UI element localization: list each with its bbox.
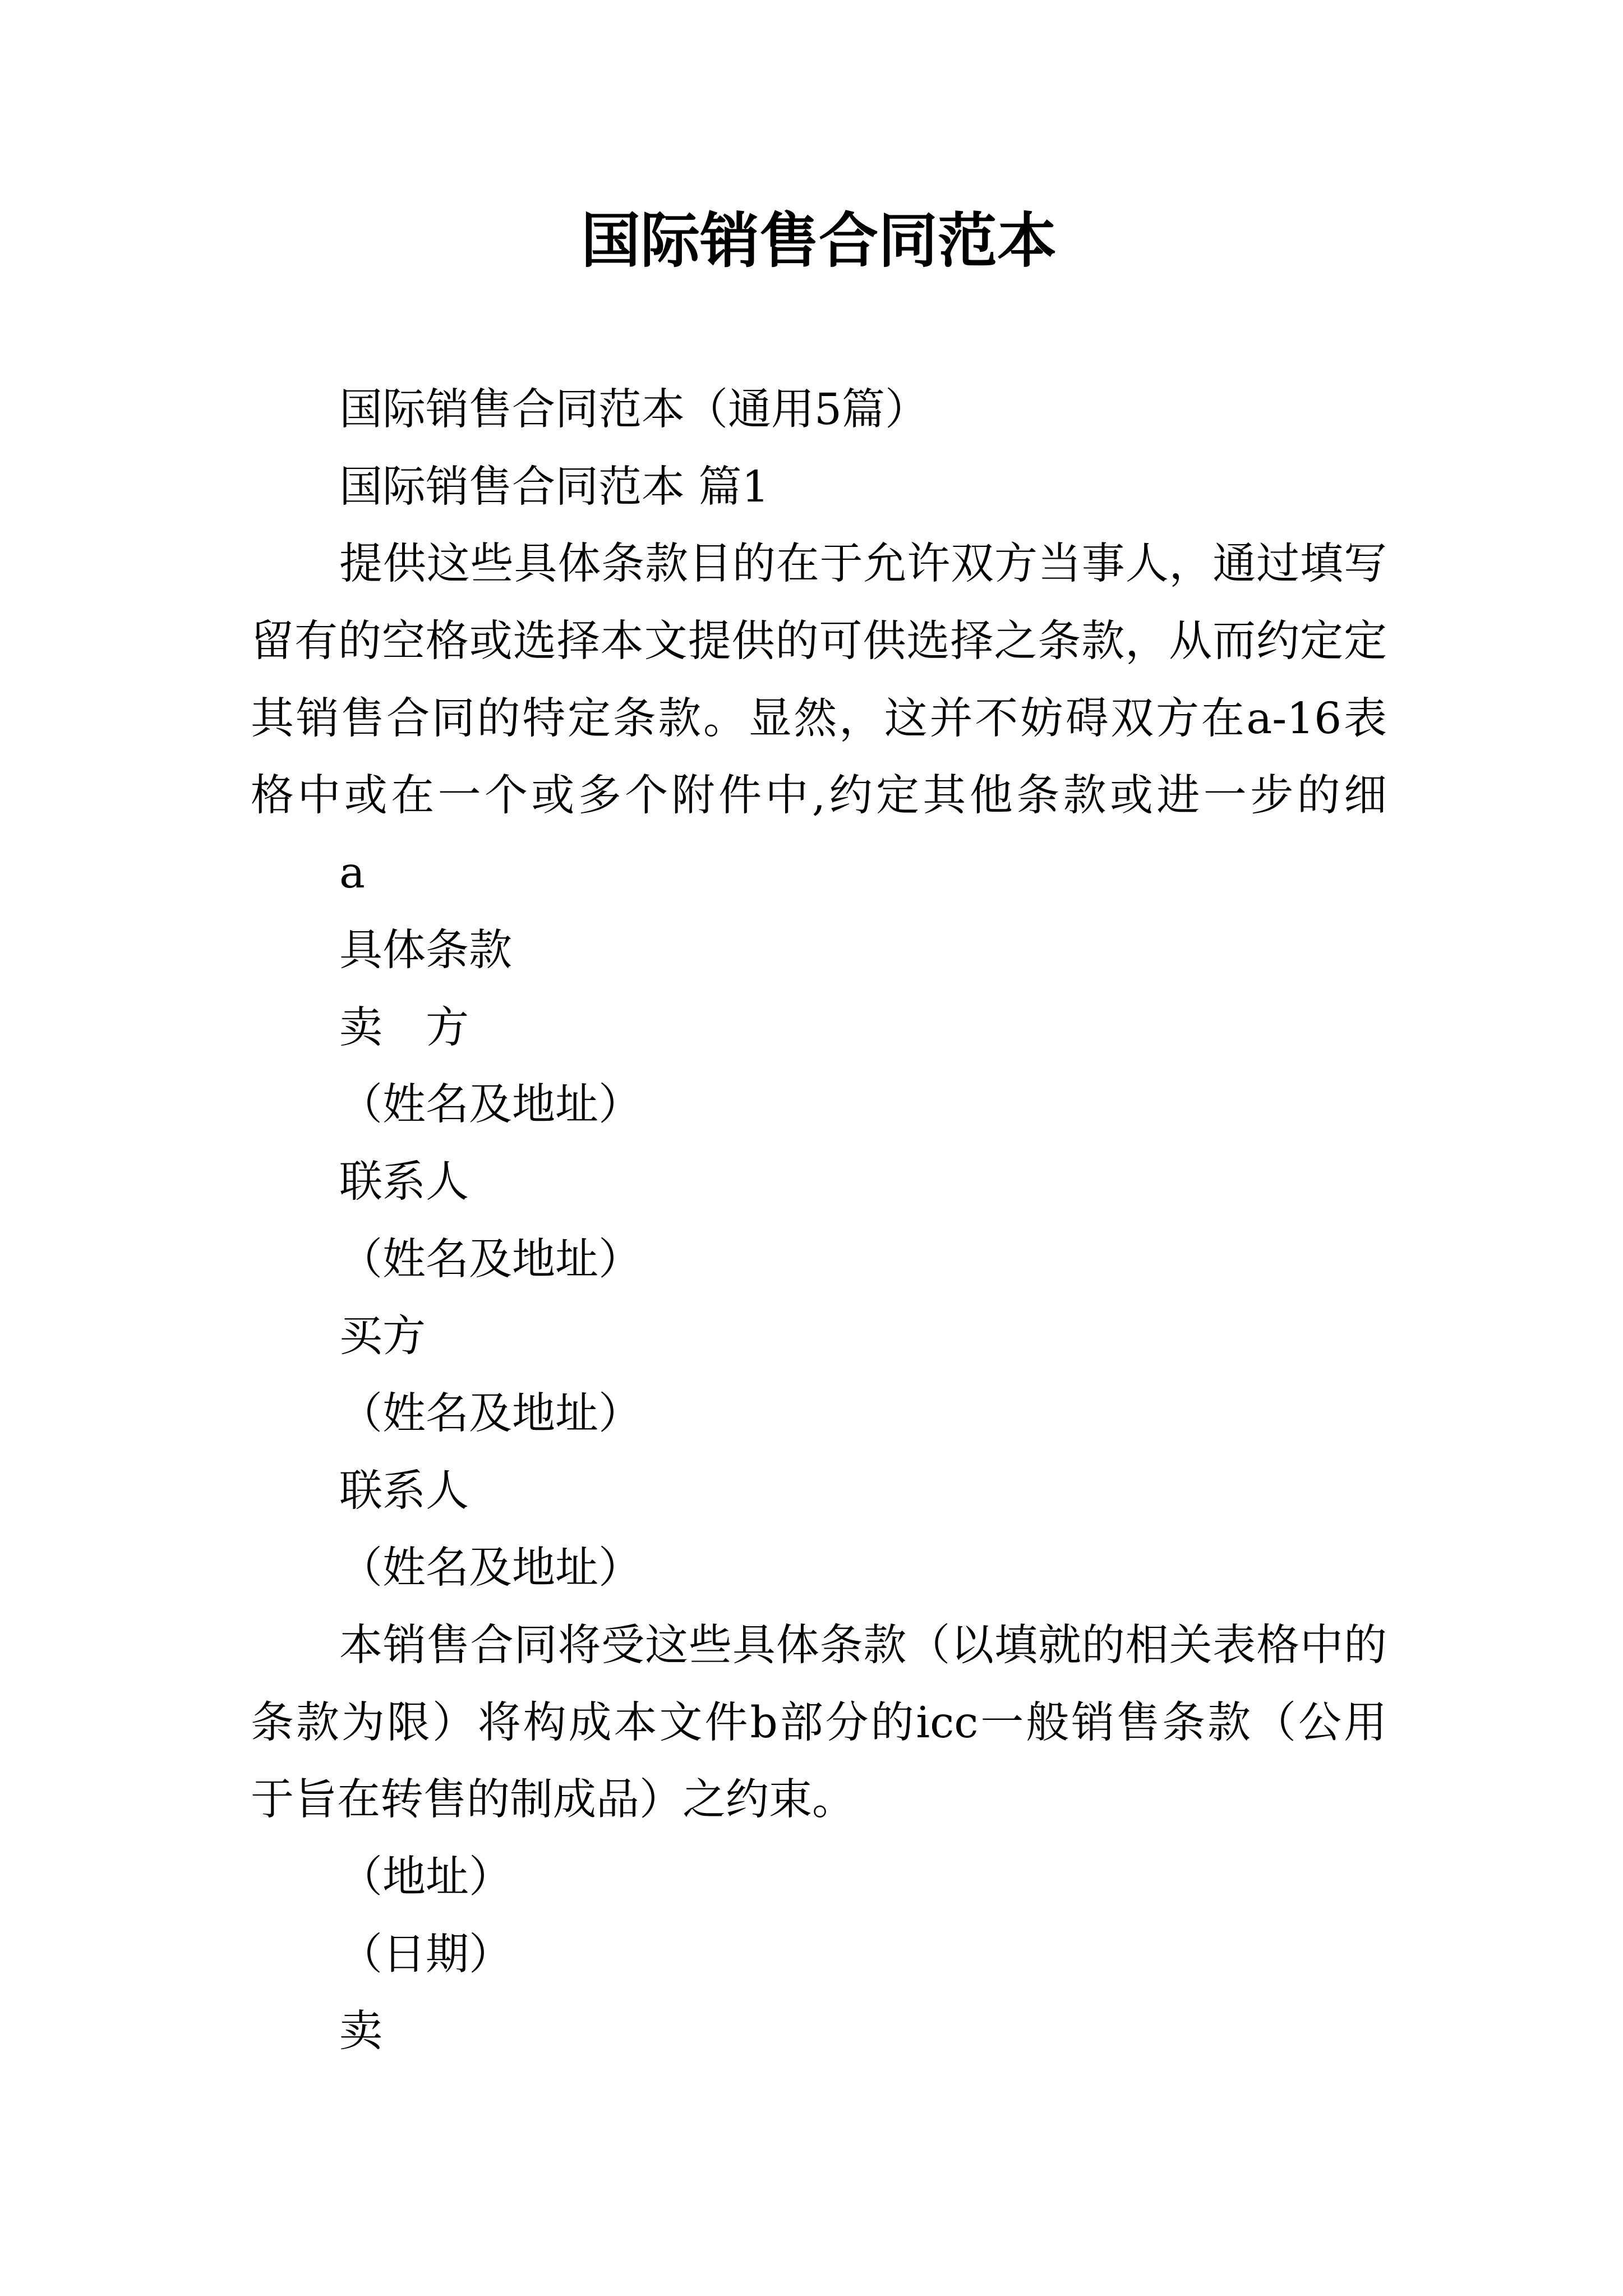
part-title: 具体条款	[339, 925, 512, 976]
intro-paragraph-line: 留有的空格或选择本文提供的可供选择之条款，从而约定定	[251, 616, 1387, 667]
seller-label: 卖 方	[339, 1002, 469, 1053]
date-hint: （日期）	[339, 1929, 512, 1980]
intro-paragraph-line: 提供这些具体条款目的在于允许双方当事人，通过填写	[339, 539, 1387, 590]
section-heading: 国际销售合同范本 篇1	[339, 462, 769, 512]
seller-signature-label: 卖	[339, 2007, 382, 2057]
seller-name-address-hint: （姓名及地址）	[339, 1080, 642, 1130]
intro-paragraph-line: 其销售合同的特定条款。显然，这并不妨碍双方在a-16表	[251, 693, 1387, 744]
buyer-name-address-hint: （姓名及地址）	[339, 1388, 642, 1439]
document-subtitle: 国际销售合同范本（通用5篇）	[339, 385, 928, 435]
binding-paragraph-line: 于旨在转售的制成品）之约束。	[251, 1775, 855, 1825]
seller-contact-label: 联系人	[339, 1157, 469, 1207]
intro-paragraph-line: 格中或在一个或多个附件中,约定其他条款或进一步的细	[251, 771, 1387, 821]
place-hint: （地址）	[339, 1852, 512, 1903]
binding-paragraph-line: 本销售合同将受这些具体条款（以填就的相关表格中的	[339, 1621, 1387, 1671]
document-title: 国际销售合同范本	[581, 205, 1057, 275]
buyer-label: 买方	[339, 1312, 426, 1362]
part-label: a	[339, 848, 365, 899]
seller-contact-hint: （姓名及地址）	[339, 1234, 642, 1285]
document-body	[251, 371, 1387, 2070]
binding-paragraph-line: 条款为限）将构成本文件b部分的icc一般销售条款（公用	[251, 1697, 1387, 1748]
buyer-contact-hint: （姓名及地址）	[339, 1543, 642, 1594]
buyer-contact-label: 联系人	[339, 1466, 469, 1516]
